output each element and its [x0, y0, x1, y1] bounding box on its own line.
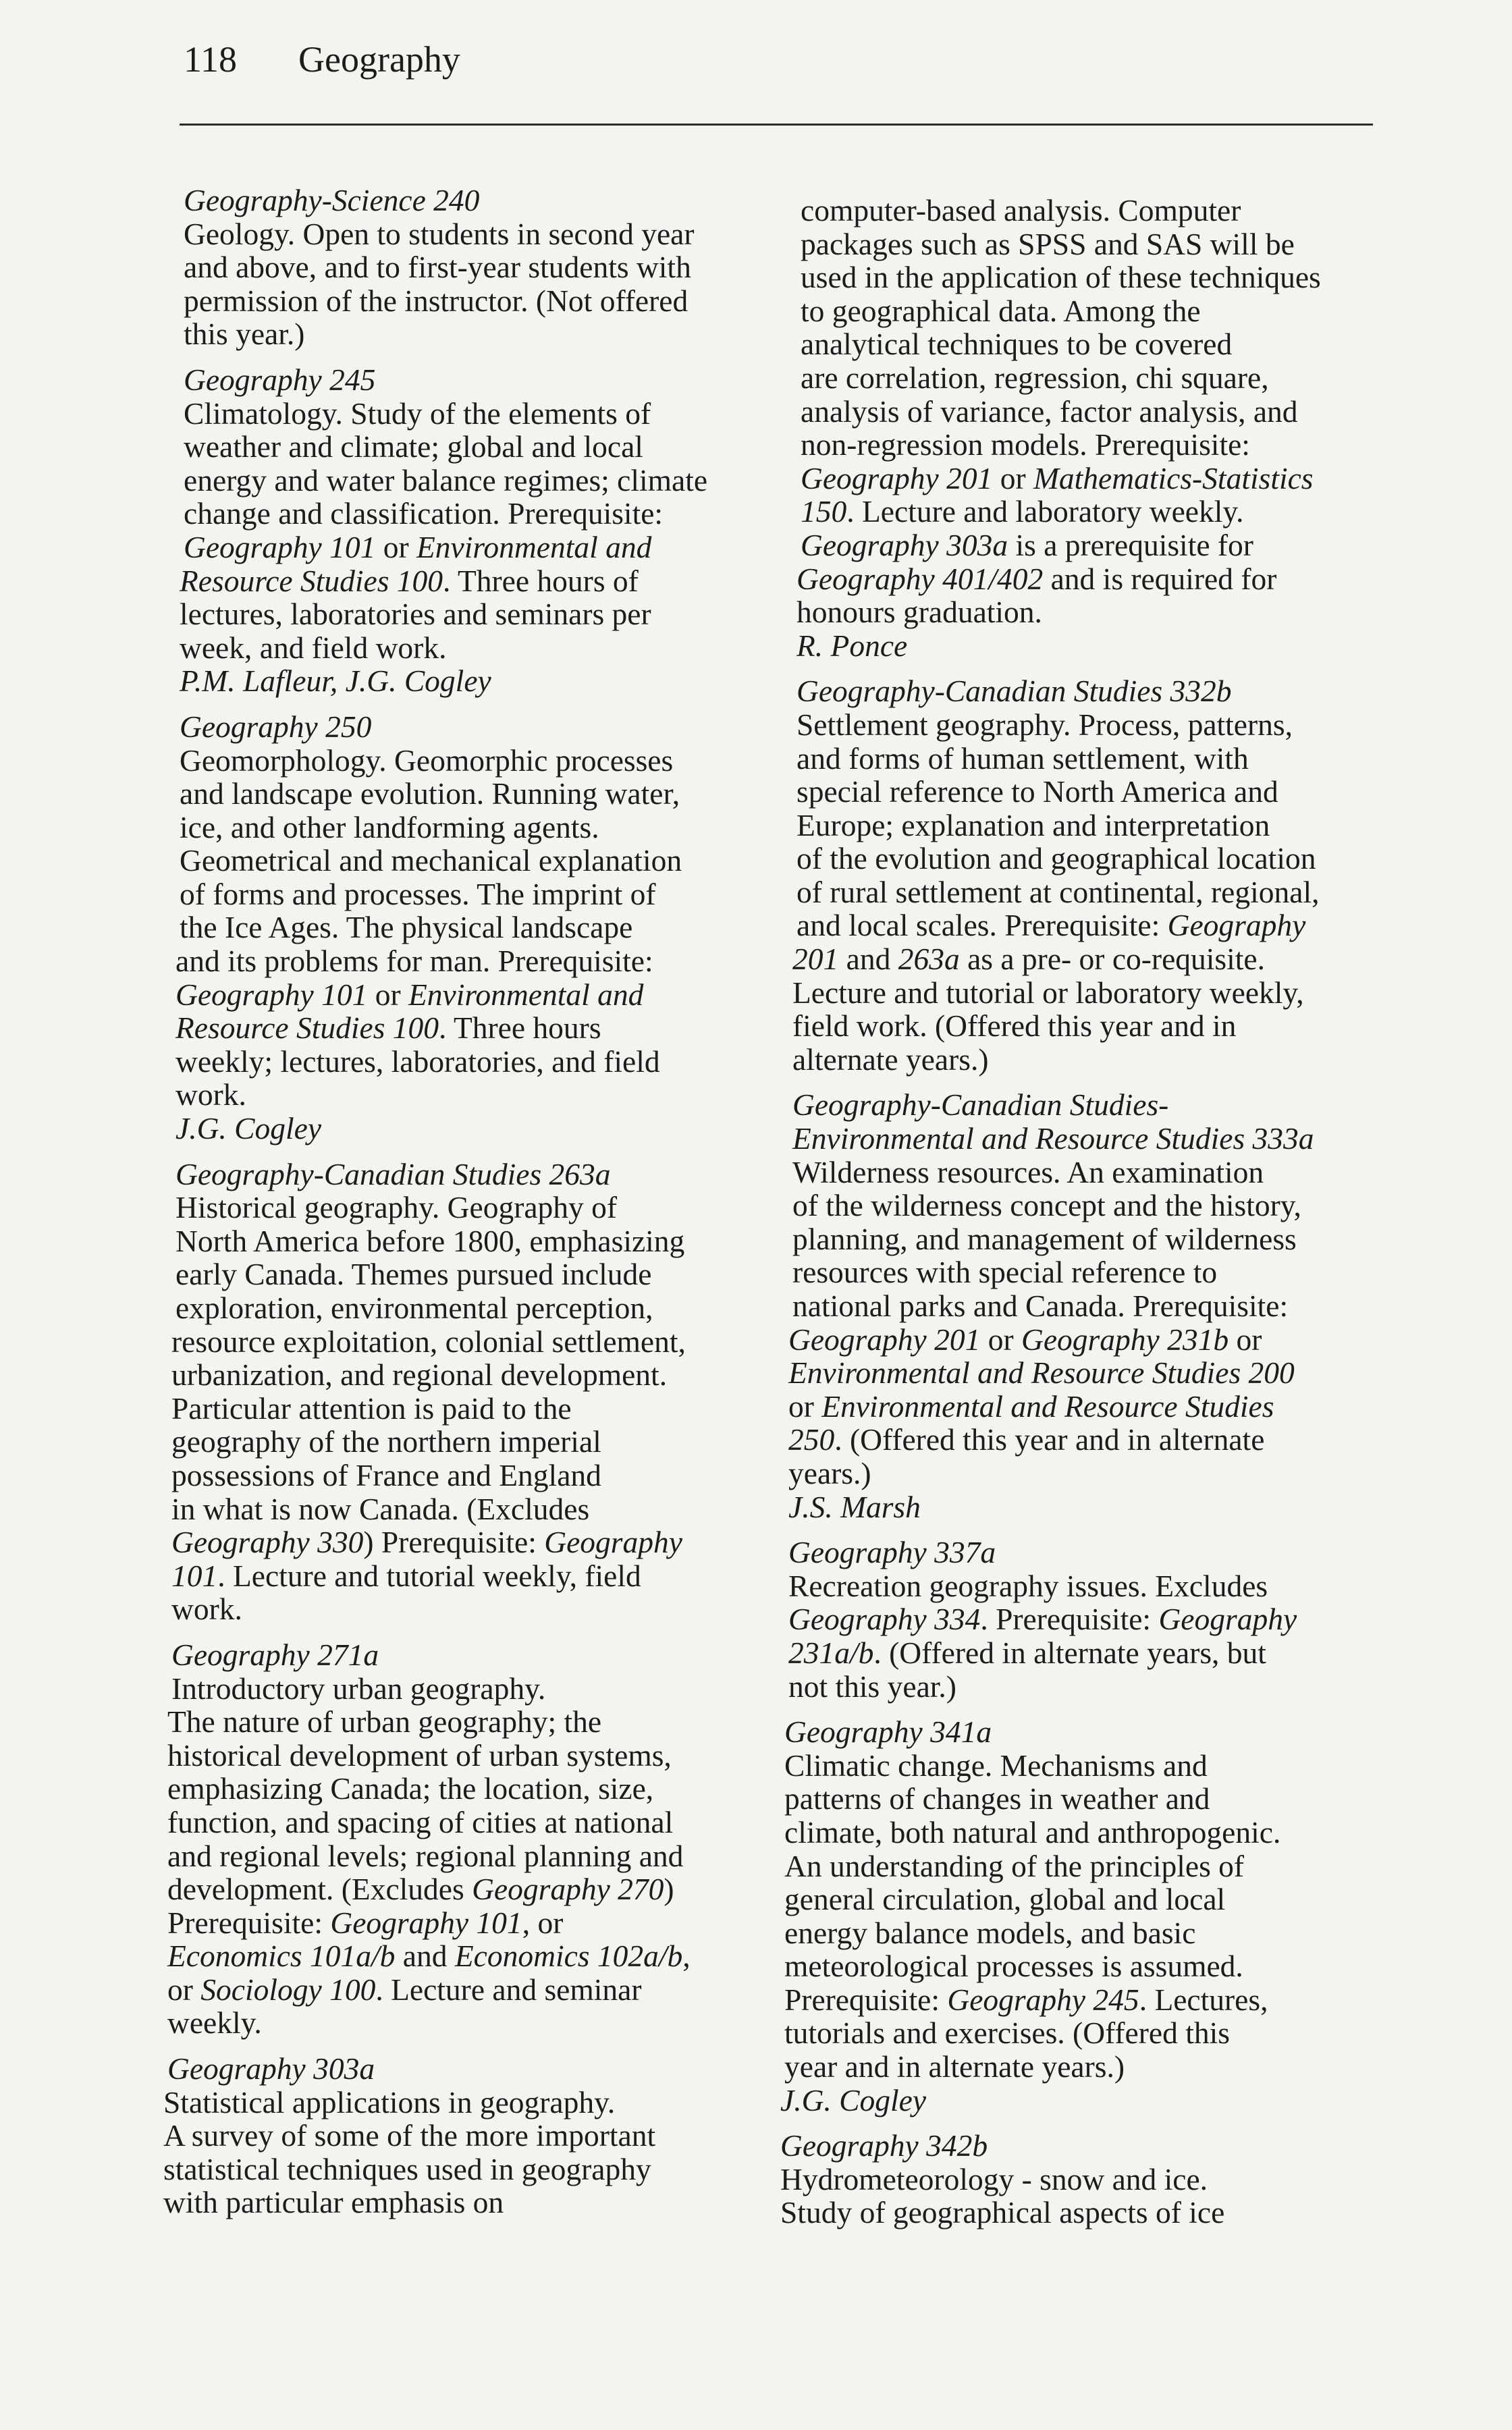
course-description-line: Settlement geography. Process, patterns, [796, 707, 1293, 742]
course-description-line: honours graduation. [796, 595, 1042, 630]
course-description-line: Wilderness resources. An examination [792, 1154, 1264, 1189]
section-title: Geography [298, 39, 460, 80]
course-entry [776, 2129, 1370, 2230]
course-description-line: Climatology. Study of the elements of [184, 396, 651, 431]
page-number: 118 [184, 39, 237, 80]
course-description-line: Statistical applications in geography. [163, 2084, 616, 2120]
course-description-line: Europe; explanation and interpretation [796, 807, 1270, 842]
course-description-line: 231a/b. (Offered in alternate years, but [788, 1635, 1266, 1670]
course-entry [157, 710, 764, 1145]
course-description-line: historical development of urban systems, [167, 1737, 672, 1773]
course-description-line: patterns of changes in weather and [784, 1781, 1210, 1816]
left-column [157, 184, 764, 2232]
course-description-line: Prerequisite: Geography 245. Lectures, [784, 1982, 1268, 2017]
course-title: Geography 303a [167, 2051, 375, 2086]
course-entry [157, 1158, 764, 1626]
course-entry [157, 1638, 764, 2040]
course-description-line: not this year.) [788, 1669, 956, 1704]
course-entry [157, 184, 764, 351]
course-description-line: Geomorphology. Geomorphic processes [180, 742, 674, 778]
course-description-line: work. [171, 1592, 242, 1627]
course-description-line: Lecture and tutorial or laboratory weekly, [792, 975, 1304, 1010]
course-description-line: Geometrical and mechanical explanation [180, 843, 682, 878]
course-description-line: Geography 334. Prerequisite: Geography [788, 1602, 1297, 1637]
course-title: Geography-Canadian Studies 263a [176, 1156, 611, 1191]
course-description-line: Climatic change. Mechanisms and [784, 1748, 1208, 1783]
course-description-line: meteorological processes is assumed. [784, 1949, 1243, 1984]
course-description-line: J.G. Cogley [176, 1111, 322, 1146]
course-description-line: weather and climate; global and local [184, 429, 643, 464]
course-description-line: field work. (Offered this year and in [792, 1008, 1237, 1044]
course-entry [776, 1536, 1370, 1703]
course-description-line: A survey of some of the more important [163, 2118, 656, 2153]
course-description-line: An understanding of the principles of [784, 1848, 1245, 1883]
course-description-line: and above, and to first-year students with [184, 250, 691, 285]
course-entry [157, 363, 764, 698]
course-description-line: Economics 101a/b and Economics 102a/b, [167, 1939, 691, 1974]
course-description-line: or Sociology 100. Lecture and seminar [167, 1972, 642, 2007]
header-rule [180, 124, 1373, 126]
course-description-line: resources with special reference to [792, 1255, 1218, 1290]
course-description-line: permission of the instructor. (Not offered [184, 283, 688, 318]
course-description-line: analysis of variance, factor analysis, and [801, 394, 1298, 429]
course-description-line: resource exploitation, colonial settlement, [171, 1324, 686, 1359]
course-description-line: Resource Studies 100. Three hours of [180, 563, 639, 598]
course-title: Geography-Canadian Studies- Environmental and Resource Studies 333a [792, 1087, 1314, 1156]
course-description-line: and local scales. Prerequisite: Geography [796, 908, 1306, 943]
course-description-line: special reference to North America and [796, 774, 1278, 809]
course-description-line: North America before 1800, emphasizing [176, 1223, 685, 1258]
page-header [184, 32, 460, 86]
course-description-line: national parks and Canada. Prerequisite: [792, 1289, 1289, 1323]
course-title: Geography 341a [784, 1714, 992, 1750]
course-description-line: Hydrometeorology - snow and ice. [780, 2161, 1208, 2196]
course-description-line: geography of the northern imperial [171, 1424, 601, 1459]
course-description-line: Geography 201 or Geography 231b or [788, 1322, 1262, 1357]
course-entry [157, 2052, 764, 2219]
course-description-line: Geography 330) Prerequisite: Geography [171, 1525, 682, 1560]
course-description-line: work. [176, 1077, 246, 1112]
course-title: Geography 250 [180, 709, 372, 744]
course-entry [776, 194, 1370, 662]
course-description-line: with particular emphasis on [163, 2185, 504, 2220]
course-description-line: to geographical data. Among the [801, 293, 1201, 328]
course-description-line: planning, and management of wilderness [792, 1221, 1297, 1256]
course-description-line: weekly. [167, 2005, 262, 2041]
course-description-line: urbanization, and regional development. [171, 1357, 668, 1393]
course-description-line: and forms of human settlement, with [796, 740, 1249, 776]
course-description-line: or Environmental and Resource Studies [788, 1388, 1274, 1424]
course-description-line: computer-based analysis. Computer [801, 193, 1241, 227]
course-description-line: week, and field work. [180, 630, 447, 665]
course-description-line: Introductory urban geography. [171, 1671, 546, 1706]
course-description-line: Study of geographical aspects of ice [780, 2195, 1225, 2230]
course-description-line: analytical techniques to be covered [801, 327, 1233, 362]
course-description-line: are correlation, regression, chi square, [801, 360, 1269, 395]
course-description-line: energy and water balance regimes; climate [184, 462, 708, 497]
course-description-line: The nature of urban geography; the [167, 1704, 602, 1739]
course-description-line: of forms and processes. The imprint of [180, 876, 656, 911]
course-description-line: Geography 101 or Environmental and [184, 529, 652, 564]
course-description-line: year and in alternate years.) [784, 2049, 1125, 2084]
course-description-line: change and classification. Prerequisite: [184, 496, 664, 531]
course-description-line: emphasizing Canada; the location, size, [167, 1771, 654, 1806]
course-description-line: Historical geography. Geography of [176, 1190, 618, 1225]
course-title: Geography 342b [780, 2128, 988, 2163]
course-title: Geography 245 [184, 362, 376, 397]
course-title: Geography 271a [171, 1637, 379, 1672]
course-description-line: of rural settlement at continental, regional, [796, 874, 1320, 909]
course-description-line: non-regression models. Prerequisite: [801, 427, 1250, 462]
course-description-line: of the wilderness concept and the history, [792, 1188, 1301, 1223]
course-description-line: used in the application of these techniques [801, 260, 1321, 295]
course-description-line: J.S. Marsh [788, 1489, 921, 1524]
course-description-line: 101. Lecture and tutorial weekly, field [171, 1558, 641, 1593]
course-title: Geography-Science 240 [184, 183, 480, 217]
course-description-line: statistical techniques used in geography [163, 2151, 651, 2186]
course-description-line: 201 and 263a as a pre- or co-requisite. [792, 942, 1265, 977]
course-description-line: early Canada. Themes pursued include [176, 1257, 652, 1292]
course-description-line: weekly; lectures, laboratories, and field [176, 1044, 660, 1079]
course-description-line: function, and spacing of cities at national [167, 1804, 674, 1839]
course-description-line: possessions of France and England [171, 1457, 601, 1492]
course-description-line: this year.) [184, 317, 305, 352]
course-description-line: Geography 303a is a prerequisite for [801, 527, 1253, 562]
course-entry [776, 674, 1370, 1076]
course-description-line: Recreation geography issues. Excludes [788, 1568, 1268, 1603]
course-description-line: alternate years.) [792, 1042, 989, 1077]
course-description-line: years.) [788, 1455, 871, 1490]
course-description-line: Prerequisite: Geography 101, or [167, 1905, 564, 1940]
course-description-line: packages such as SPSS and SAS will be [801, 226, 1295, 261]
course-description-line: in what is now Canada. (Excludes [171, 1491, 590, 1526]
course-description-line: of the evolution and geographical location [796, 841, 1316, 876]
course-description-line: Geology. Open to students in second year [184, 216, 695, 251]
right-column [776, 194, 1370, 2242]
course-description-line: Resource Studies 100. Three hours [176, 1010, 601, 1046]
course-description-line: and landscape evolution. Running water, [180, 776, 680, 811]
course-description-line: Environmental and Resource Studies 200 [788, 1355, 1295, 1390]
course-description-line: general circulation, global and local [784, 1882, 1226, 1917]
course-description-line: Geography 201 or Mathematics-Statistics [801, 460, 1314, 495]
course-description-line: energy balance models, and basic [784, 1915, 1196, 1950]
course-description-line: the Ice Ages. The physical landscape [180, 910, 633, 945]
course-description-line: Geography 101 or Environmental and [176, 977, 644, 1012]
course-description-line: R. Ponce [796, 628, 908, 663]
course-entry [776, 1715, 1370, 2117]
course-description-line: development. (Excludes Geography 270) [167, 1872, 674, 1907]
course-description-line: 250. (Offered this year and in alternate [788, 1422, 1265, 1457]
course-description-line: 150. Lecture and laboratory weekly. [801, 494, 1244, 529]
course-entry [776, 1088, 1370, 1523]
course-description-line: J.G. Cogley [780, 2082, 927, 2117]
course-description-line: exploration, environmental perception, [176, 1291, 653, 1325]
course-description-line: P.M. Lafleur, J.G. Cogley [180, 664, 491, 699]
course-description-line: Geography 401/402 and is required for [796, 561, 1277, 596]
course-description-line: and its problems for man. Prerequisite: [176, 944, 653, 979]
course-description-line: Particular attention is paid to the [171, 1390, 572, 1426]
course-description-line: ice, and other landforming agents. [180, 809, 599, 844]
course-description-line: lectures, laboratories and seminars per [180, 597, 651, 632]
course-title: Geography-Canadian Studies 332b [796, 674, 1232, 709]
course-description-line: and regional levels; regional planning and [167, 1838, 684, 1873]
course-title: Geography 337a [788, 1535, 996, 1570]
course-description-line: climate, both natural and anthropogenic. [784, 1814, 1281, 1850]
course-description-line: tutorials and exercises. (Offered this [784, 2016, 1230, 2051]
